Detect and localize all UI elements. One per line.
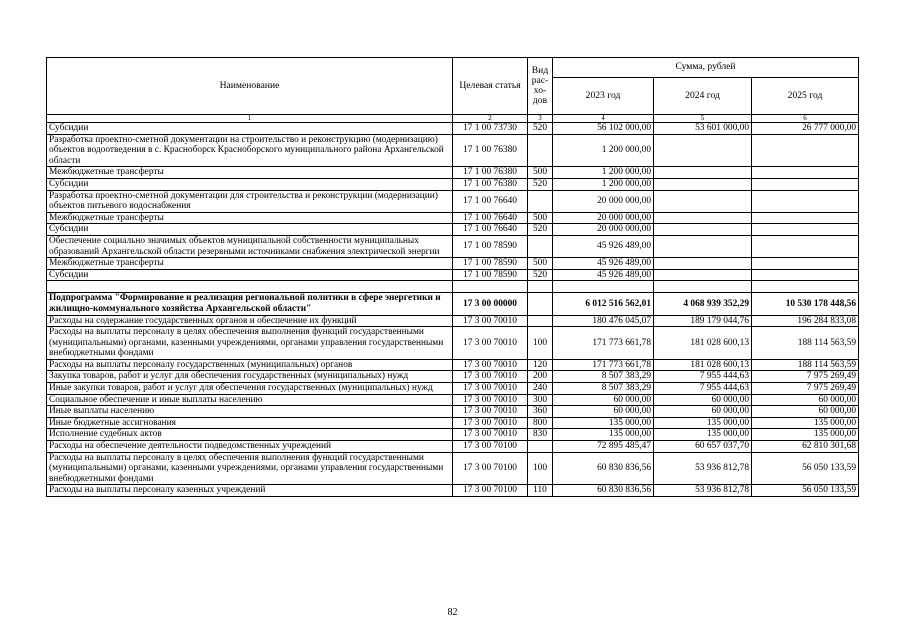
cell-2023: 8 507 383,29	[553, 383, 654, 395]
cell-type	[528, 235, 553, 257]
cell-type	[528, 281, 553, 293]
cell-2023: 171 773 661,78	[553, 359, 654, 371]
cell-target: 17 1 00 76640	[453, 224, 528, 236]
cell-target: 17 1 00 76380	[453, 167, 528, 179]
cell-name: Разработка проектно-сметной документации на строительство и реконструкцию (модернизацию) объектов водоотведения в с. Красноборск Красноборского муниципального района Архангельской области	[47, 134, 453, 167]
cell-name: Расходы на обеспечение деятельности подведомственных учреждений	[47, 441, 453, 453]
cell-name: Иные закупки товаров, работ и услуг для обеспечения государственных (муниципальных) нужд	[47, 383, 453, 395]
cell-2025	[752, 167, 859, 179]
cell-2025	[752, 235, 859, 257]
cell-name: Иные бюджетные ассигнования	[47, 417, 453, 429]
cell-2023: 60 830 836,56	[553, 452, 654, 485]
cell-name: Субсидии	[47, 178, 453, 190]
header-year-2024: 2024 год	[654, 78, 752, 115]
cell-2025: 56 050 133,59	[752, 485, 859, 497]
header-sum: Сумма, рублей	[553, 58, 859, 78]
cell-type: 120	[528, 359, 553, 371]
cell-2024: 60 000,00	[654, 394, 752, 406]
cell-2023: 20 000 000,00	[553, 212, 654, 224]
cell-name: Межбюджетные трансферты	[47, 258, 453, 270]
cell-target: 17 1 00 78590	[453, 258, 528, 270]
page-number: 82	[447, 607, 458, 618]
cell-type: 520	[528, 224, 553, 236]
table-row	[47, 134, 859, 167]
cell-2023: 8 507 383,29	[553, 371, 654, 383]
cell-target: 17 3 00 70100	[453, 441, 528, 453]
cell-name: Обеспечение социально значимых объектов муниципальной собственности муниципальных образований Архангельской области резервными источниками снабжения электрической энергии	[47, 235, 453, 257]
cell-target: 17 1 00 78590	[453, 269, 528, 281]
cell-type: 520	[528, 123, 553, 135]
cell-2023: 20 000 000,00	[553, 190, 654, 212]
table-row	[47, 441, 859, 453]
table-row	[47, 485, 859, 497]
cell-type: 200	[528, 371, 553, 383]
cell-name: Межбюджетные трансферты	[47, 212, 453, 224]
cell-2024	[654, 281, 752, 293]
cell-target: 17 1 00 76380	[453, 178, 528, 190]
cell-2023: 180 476 045,07	[553, 315, 654, 327]
cell-2025: 56 050 133,59	[752, 452, 859, 485]
cell-2025: 26 777 000,00	[752, 123, 859, 135]
cell-type: 100	[528, 327, 553, 360]
table-row	[47, 327, 859, 360]
table-row	[47, 212, 859, 224]
cell-2024	[654, 258, 752, 270]
cell-target: 17 3 00 70010	[453, 327, 528, 360]
cell-target: 17 3 00 70010	[453, 359, 528, 371]
cell-2025	[752, 190, 859, 212]
cell-name: Расходы на выплаты персоналу в целях обеспечения выполнения функций государственными (муниципальными) органами, казенными учреждениями, органами управления государственными внебюджетными фондами	[47, 452, 453, 485]
cell-2024: 4 068 939 352,29	[654, 293, 752, 315]
cell-name: Расходы на выплаты персоналу казенных учреждений	[47, 485, 453, 497]
cell-type: 360	[528, 406, 553, 418]
cell-name: Социальное обеспечение и иные выплаты населению	[47, 394, 453, 406]
cell-target: 17 1 00 73730	[453, 123, 528, 135]
cell-type: 110	[528, 485, 553, 497]
column-number: 1	[47, 115, 453, 123]
cell-2025: 60 000,00	[752, 394, 859, 406]
cell-2023: 171 773 661,78	[553, 327, 654, 360]
cell-2024: 181 028 600,13	[654, 327, 752, 360]
cell-2024	[654, 212, 752, 224]
cell-2025	[752, 212, 859, 224]
table-row	[47, 417, 859, 429]
cell-2023: 135 000,00	[553, 429, 654, 441]
table-row	[47, 178, 859, 190]
cell-2023: 60 830 836,56	[553, 485, 654, 497]
cell-2024	[654, 167, 752, 179]
cell-target: 17 3 00 70010	[453, 315, 528, 327]
cell-2024	[654, 235, 752, 257]
cell-type: 520	[528, 269, 553, 281]
cell-2024: 53 936 812,78	[654, 485, 752, 497]
cell-type	[528, 134, 553, 167]
cell-2023: 1 200 000,00	[553, 167, 654, 179]
table-row	[47, 258, 859, 270]
cell-2025	[752, 224, 859, 236]
cell-2025: 7 975 269,49	[752, 383, 859, 395]
cell-type	[528, 441, 553, 453]
cell-target: 17 3 00 70100	[453, 452, 528, 485]
cell-target: 17 3 00 70010	[453, 417, 528, 429]
cell-name: Исполнение судебных актов	[47, 429, 453, 441]
cell-target: 17 3 00 70010	[453, 383, 528, 395]
column-number: 5	[654, 115, 752, 123]
cell-type: 500	[528, 167, 553, 179]
cell-2025: 7 975 269,49	[752, 371, 859, 383]
cell-2023: 6 012 516 562,01	[553, 293, 654, 315]
table-row	[47, 315, 859, 327]
table-row	[47, 281, 859, 293]
cell-2025	[752, 281, 859, 293]
cell-2023: 56 102 000,00	[553, 123, 654, 135]
cell-2025: 135 000,00	[752, 429, 859, 441]
column-number: 4	[553, 115, 654, 123]
cell-target: 17 3 00 70010	[453, 394, 528, 406]
cell-2023: 135 000,00	[553, 417, 654, 429]
cell-2025: 60 000,00	[752, 406, 859, 418]
cell-name: Закупка товаров, работ и услуг для обеспечения государственных (муниципальных) нужд	[47, 371, 453, 383]
cell-2023: 45 926 489,00	[553, 235, 654, 257]
cell-name: Подпрограмма "Формирование и реализация региональной политики в сфере энергетики и жилищно-коммунального хозяйства Архангельской области"	[47, 293, 453, 315]
cell-name: Иные выплаты населению	[47, 406, 453, 418]
cell-name: Субсидии	[47, 269, 453, 281]
cell-2023: 45 926 489,00	[553, 269, 654, 281]
cell-type: 500	[528, 258, 553, 270]
table-row	[47, 235, 859, 257]
cell-2025	[752, 134, 859, 167]
cell-2025	[752, 178, 859, 190]
cell-name	[47, 281, 453, 293]
cell-2025	[752, 258, 859, 270]
table-row	[47, 371, 859, 383]
cell-2024: 135 000,00	[654, 429, 752, 441]
cell-2024	[654, 190, 752, 212]
header-type: Вид рас-хо-дов	[528, 58, 553, 115]
column-number-row	[47, 115, 859, 123]
cell-name: Субсидии	[47, 123, 453, 135]
table-row	[47, 123, 859, 135]
cell-name: Расходы на выплаты персоналу государственных (муниципальных) органов	[47, 359, 453, 371]
column-number: 3	[528, 115, 553, 123]
cell-2024: 181 028 600,13	[654, 359, 752, 371]
cell-2023: 45 926 489,00	[553, 258, 654, 270]
cell-2023: 72 895 485,47	[553, 441, 654, 453]
cell-2024: 7 955 444,63	[654, 371, 752, 383]
table-row	[47, 394, 859, 406]
cell-target	[453, 281, 528, 293]
table-row	[47, 452, 859, 485]
cell-2024: 135 000,00	[654, 417, 752, 429]
header-name: Наименование	[47, 58, 453, 115]
cell-type: 520	[528, 178, 553, 190]
cell-target: 17 1 00 76380	[453, 134, 528, 167]
cell-target: 17 3 00 00000	[453, 293, 528, 315]
cell-target: 17 3 00 70010	[453, 406, 528, 418]
cell-2025: 188 114 563,59	[752, 327, 859, 360]
cell-2024	[654, 269, 752, 281]
cell-2023: 60 000,00	[553, 406, 654, 418]
cell-2025: 188 114 563,59	[752, 359, 859, 371]
cell-2025: 10 530 178 448,56	[752, 293, 859, 315]
table-row	[47, 167, 859, 179]
column-number: 6	[752, 115, 859, 123]
cell-type	[528, 190, 553, 212]
cell-name: Разработка проектно-сметной документации для строительства и реконструкции (модернизации) объектов питьевого водоснабжения	[47, 190, 453, 212]
cell-2023: 20 000 000,00	[553, 224, 654, 236]
cell-name: Субсидии	[47, 224, 453, 236]
cell-type: 500	[528, 212, 553, 224]
table-row	[47, 190, 859, 212]
cell-2024: 53 936 812,78	[654, 452, 752, 485]
cell-name: Расходы на выплаты персоналу в целях обеспечения выполнения функций государственными (муниципальными) органами, казенными учреждениями, органами управления государственными внебюджетными фондами	[47, 327, 453, 360]
cell-2024	[654, 224, 752, 236]
cell-2025: 62 810 301,68	[752, 441, 859, 453]
cell-2024	[654, 178, 752, 190]
table-body	[47, 123, 859, 497]
header-year-2023: 2023 год	[553, 78, 654, 115]
table-row	[47, 293, 859, 315]
cell-2023: 1 200 000,00	[553, 134, 654, 167]
cell-target: 17 3 00 70010	[453, 429, 528, 441]
cell-type: 300	[528, 394, 553, 406]
cell-2024: 60 657 037,70	[654, 441, 752, 453]
cell-2025: 135 000,00	[752, 417, 859, 429]
cell-type	[528, 293, 553, 315]
cell-2024: 53 601 000,00	[654, 123, 752, 135]
cell-target: 17 1 00 78590	[453, 235, 528, 257]
cell-2023: 60 000,00	[553, 394, 654, 406]
cell-type: 240	[528, 383, 553, 395]
header-year-2025: 2025 год	[752, 78, 859, 115]
cell-name: Межбюджетные трансферты	[47, 167, 453, 179]
cell-type: 100	[528, 452, 553, 485]
cell-2025	[752, 269, 859, 281]
cell-target: 17 3 00 70010	[453, 371, 528, 383]
cell-target: 17 1 00 76640	[453, 212, 528, 224]
column-number: 2	[453, 115, 528, 123]
cell-2023	[553, 281, 654, 293]
table-row	[47, 359, 859, 371]
budget-table	[46, 57, 859, 497]
cell-2024: 7 955 444,63	[654, 383, 752, 395]
cell-2023: 1 200 000,00	[553, 178, 654, 190]
table-row	[47, 429, 859, 441]
cell-2024: 60 000,00	[654, 406, 752, 418]
cell-type: 830	[528, 429, 553, 441]
table-header	[47, 58, 859, 123]
cell-2025: 196 284 833,08	[752, 315, 859, 327]
cell-type	[528, 315, 553, 327]
table-row	[47, 269, 859, 281]
cell-2024: 189 179 044,76	[654, 315, 752, 327]
cell-target: 17 1 00 76640	[453, 190, 528, 212]
table-row	[47, 224, 859, 236]
cell-2024	[654, 134, 752, 167]
table-row	[47, 406, 859, 418]
header-target: Целевая статья	[453, 58, 528, 115]
table-row	[47, 383, 859, 395]
cell-target: 17 3 00 70100	[453, 485, 528, 497]
cell-type: 800	[528, 417, 553, 429]
cell-name: Расходы на содержание государственных органов и обеспечение их функций	[47, 315, 453, 327]
